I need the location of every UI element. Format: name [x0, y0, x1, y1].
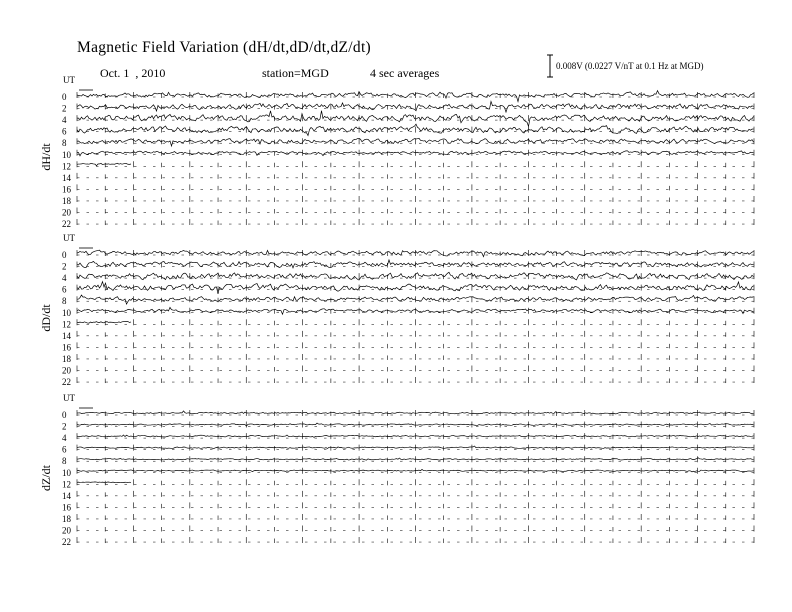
row-tick-label: 8 [62, 296, 67, 307]
row-tick-label: 6 [62, 126, 67, 137]
row-tick-label: 20 [62, 525, 71, 536]
ut-axis-label: UT [63, 393, 75, 403]
trace-line [77, 482, 131, 483]
ut-axis-label: UT [63, 233, 75, 243]
row-tick-label: 0 [62, 250, 67, 260]
row-tick-label: 10 [62, 149, 71, 160]
row-tick-label: 10 [62, 467, 71, 478]
row-tick-label: 0 [62, 410, 67, 420]
trace-line [77, 321, 131, 323]
trace-line [77, 163, 131, 165]
row-tick-label: 16 [62, 502, 71, 513]
row-tick-label: 22 [62, 377, 71, 388]
chart-title: Magnetic Field Variation (dH/dt,dD/dt,dZ/dt) [77, 39, 372, 56]
row-tick-label: 8 [62, 138, 67, 149]
row-tick-label: 18 [62, 353, 71, 364]
trace-line [77, 111, 754, 127]
row-tick-label: 22 [62, 219, 71, 230]
row-tick-label: 14 [62, 330, 71, 341]
row-tick-label: 12 [62, 479, 71, 490]
row-tick-label: 2 [62, 261, 67, 272]
row-tick-label: 10 [62, 307, 71, 318]
ut-axis-label: UT [63, 75, 75, 85]
row-tick-label: 14 [62, 490, 71, 501]
row-tick-label: 4 [62, 273, 67, 284]
row-tick-label: 6 [62, 444, 67, 455]
row-tick-label: 18 [62, 513, 71, 524]
row-tick-label: 4 [62, 433, 67, 444]
scale-bar [547, 55, 553, 77]
station-label: station=MGD [262, 66, 329, 80]
trace-line [77, 282, 754, 294]
row-tick-label: 2 [62, 421, 67, 432]
row-tick-label: 14 [62, 172, 71, 183]
row-tick-label: 20 [62, 207, 71, 218]
row-tick-label: 4 [62, 115, 67, 126]
panel-3 [39, 393, 754, 547]
panel-1 [39, 75, 754, 229]
row-tick-label: 12 [62, 161, 71, 172]
panel-label: dD/dt [39, 304, 53, 332]
panel-label: dH/dt [39, 143, 53, 171]
row-tick-label: 18 [62, 195, 71, 206]
date-label: Oct. 1 , 2010 [100, 66, 166, 80]
row-tick-label: 0 [62, 92, 67, 102]
panel-2 [39, 233, 754, 387]
row-tick-label: 20 [62, 365, 71, 376]
row-tick-label: 22 [62, 537, 71, 548]
panel-label: dZ/dt [39, 465, 53, 491]
averaging-label: 4 sec averages [370, 66, 440, 80]
row-tick-label: 16 [62, 342, 71, 353]
row-tick-label: 12 [62, 319, 71, 330]
row-tick-label: 16 [62, 184, 71, 195]
row-tick-label: 8 [62, 456, 67, 467]
row-tick-label: 6 [62, 284, 67, 295]
row-tick-label: 2 [62, 103, 67, 114]
scale-bar-label: 0.008V (0.0227 V/nT at 0.1 Hz at MGD) [556, 61, 704, 71]
